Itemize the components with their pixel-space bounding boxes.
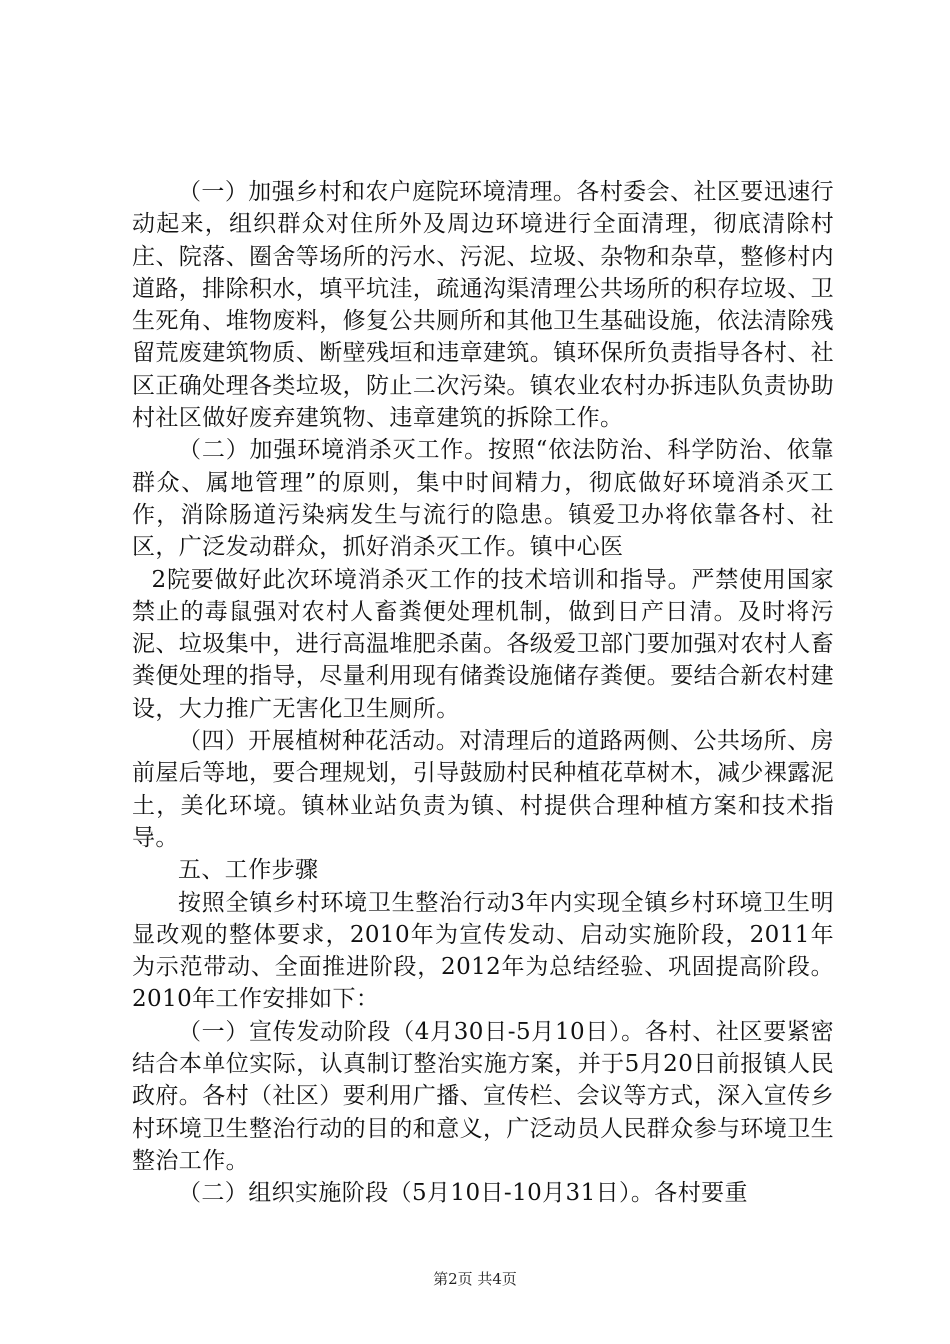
section-heading-work-steps: 五、工作步骤: [178, 857, 319, 884]
paragraph-tree-planting: （四）开展植树种花活动。对清理后的道路两侧、公共场所、房前屋后等地，要合理规划，引导鼓励村民种植花草树木，减少裸露泥土，美化环境。镇林业站负责为镇、村提供合理种植方案和技术指导。: [132, 728, 834, 851]
paragraph-publicity-stage: （一）宣传发动阶段（4月30日-5月10日）。各村、社区要紧密结合本单位实际，认真制订整治实施方案，并于5月20日前报镇人民政府。各村（社区）要利用广播、宣传栏、会议等方式，深入宣传乡村环境卫生整治行动的目的和意义，广泛动员人民群众参与环境卫生整治工作。: [132, 1018, 834, 1174]
paragraph-hospital-training: 2院要做好此次环境消杀灭工作的技术培训和指导。严禁使用国家禁止的毒鼠强对农村人畜粪便处理机制，做到日产日清。及时将污泥、垃圾集中，进行高温堆肥杀菌。各级爱卫部门要加强对农村人畜粪便处理的指导，尽量利用现有储粪设施储存粪便。要结合新农村建设，大力推广无害化卫生厕所。: [132, 566, 834, 722]
paragraph-implementation-stage: （二）组织实施阶段（5月10日-10月31日）。各村要重: [178, 1180, 748, 1207]
document-body: [132, 176, 834, 1210]
paragraph-disinfection-work: （二）加强环境消杀灭工作。按照“依法防治、科学防治、依靠群众、属地管理”的原则，集中时间精力，彻底做好环境消杀灭工作，消除肠道污染病发生与流行的隐患。镇爱卫办将依靠各村、社区，广泛发动群众，抓好消杀灭工作。镇中心医: [132, 437, 834, 561]
paragraph-environment-cleanup: （一）加强乡村和农户庭院环境清理。各村委会、社区要迅速行动起来，组织群众对住所外及周边环境进行全面清理，彻底清除村庄、院落、圈舍等场所的污水、污泥、垃圾、杂物和杂草，整修村内道路，排除积水，填平坑洼，疏通沟渠清理公共场所的积存垃圾、卫生死角、堆物废料，修复公共厕所和其他卫生基础设施，依法清除残留荒废建筑物质、断壁残垣和违章建筑。镇环保所负责指导各村、社区正确处理各类垃圾，防止二次污染。镇农业农村办拆违队负责协助村社区做好废弃建筑物、违章建筑的拆除工作。: [132, 179, 834, 432]
paragraph-overall-requirements: 按照全镇乡村环境卫生整治行动3年内实现全镇乡村环境卫生明显改观的整体要求，2010年为宣传发动、启动实施阶段，2011年为示范带动、全面推进阶段，2012年为总结经验、巩固提高阶段。2010年工作安排如下：: [132, 889, 834, 1013]
page-footer: 第2页 共4页: [433, 1270, 517, 1288]
